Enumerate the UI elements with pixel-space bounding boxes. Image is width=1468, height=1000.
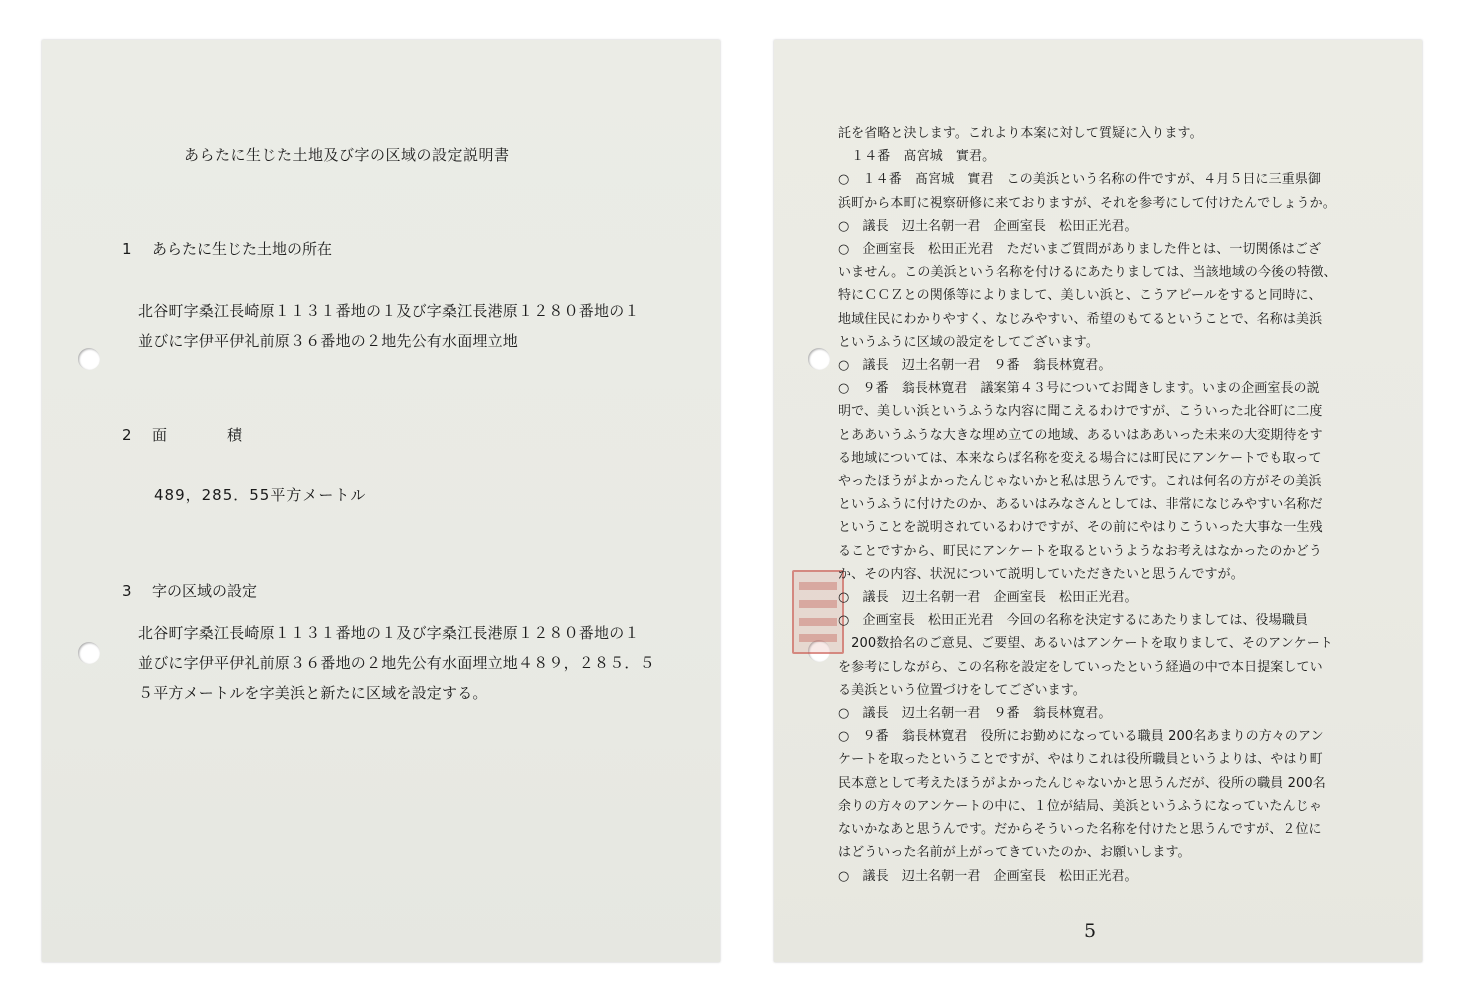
section-3-heading [122,580,257,601]
punch-hole [808,348,830,370]
minutes-line: ないかなあと思うんです。だからそういった名称を付けたと思うんですが、２位に [838,822,1322,838]
page-number: 5 [1084,920,1097,942]
section-1-body [138,296,686,356]
minutes-line: 200数拾名のご意見、ご要望、あるいはアンケートを取りまして、そのアンケート [838,636,1333,652]
punch-hole [78,642,100,664]
minutes-line: ○ 議長 辺土名朝一君 企画室長 松田正光君。 [838,590,1138,606]
minutes-line: 余りの方々のアンケートの中に、１位が結局、美浜というふうになっていたんじゃ [838,798,1322,814]
left-page [42,40,720,962]
minutes-line: いません。この美浜という名称を付けるにあたりましては、当該地域の今後の特徴、 [838,265,1337,281]
minutes-line: ることですから、町民にアンケートを取るというようなお考えはなかったのかどう [838,543,1322,559]
minutes-line: る美浜という位置づけをしてございます。 [838,682,1086,698]
minutes-line: ○ 議長 辺土名朝一君 企画室長 松田正光君。 [838,218,1138,234]
body-line: 北谷町字桑江長崎原１１３１番地の１及び字桑江長港原１２８０番地の１ [138,302,640,320]
minutes-line: ○ １４番 髙宮城 實君 この美浜という名称の件ですが、４月５日に三重県御 [838,172,1322,188]
minutes-line: ケートを取ったということですが、やはりこれは役所職員というよりは、やはり町 [838,752,1323,768]
minutes-line: か、その内容、状況について説明していただきたいと思うんですが。 [838,566,1244,582]
area-value: 489，285．55平方メートル [154,486,367,504]
body-line: ５平方メートルを字美浜と新たに区域を設定する。 [138,684,488,702]
section-number: 1 [122,240,132,258]
section-title: あらたに生じた土地の所在 [152,240,333,258]
section-number: 3 [122,582,132,600]
section-3-body [138,618,686,708]
minutes-line: はどういった名前が上がってきていたのか、お願いします。 [838,845,1191,861]
minutes-line: というふうに区域の設定をしてございます。 [838,334,1099,350]
body-line: 並びに字伊平伊礼前原３６番地の２地先公有水面埋立地 [138,332,519,350]
minutes-line: 地域住民にわかりやすく、なじみやすい、希望のもてるということで、名称は美浜 [838,311,1323,327]
body-line: 並びに字伊平伊礼前原３６番地の２地先公有水面埋立地４８９，２８５．５ [138,654,655,672]
section-title: 字の区域の設定 [152,582,258,600]
punch-hole [78,348,100,370]
body-line: 北谷町字桑江長崎原１１３１番地の１及び字桑江長港原１２８０番地の１ [138,624,640,642]
red-seal-stamp [792,570,844,654]
minutes-line: 明で、美しい浜というふうな内容に聞こえるわけですが、こういった北谷町に二度 [838,404,1323,420]
minutes-line: とああいうふうな大きな埋め立ての地域、あるいはああいった未来の大変期待をす [838,427,1323,443]
minutes-line: ○ 議長 辺土名朝一君 ９番 翁長林寛君。 [838,706,1112,722]
minutes-line: ○ 議長 辺土名朝一君 ９番 翁長林寛君。 [838,358,1112,374]
minutes-line: 民本意として考えたほうがよかったんじゃないかと思うんだが、役所の職員 200名 [838,775,1326,791]
minutes-line: る地域については、本来ならば名称を変える場合には町民にアンケートでも取って [838,450,1322,466]
minutes-line: やったほうがよかったんじゃないかと私は思うんです。これは何名の方がその美浜 [838,474,1322,490]
minutes-line: ○ 企画室長 松田正光君 今回の名称を決定するにあたりましては、役場職員 [838,613,1308,629]
minutes-line: というふうに付けたのか、あるいはみなさんとしては、非常になじみやすい名称だ [838,497,1323,513]
minutes-line: 浜町から本町に視察研修に来ておりますが、それを参考にして付けたんでしょうか。 [838,195,1336,211]
section-2-heading [122,424,242,445]
minutes-line: ○ ９番 翁長林寛君 議案第４３号についてお聞きします。いまの企画室長の説 [838,381,1320,397]
minutes-line: ということを説明されているわけですが、その前にやはりこういった大事な一生残 [838,520,1323,536]
minutes-line: 託を省略と決します。これより本案に対して質疑に入ります。 [838,126,1203,141]
minutes-line: ○ 議長 辺土名朝一君 企画室長 松田正光君。 [838,868,1138,884]
minutes-line: ○ ９番 翁長林寛君 役所にお勤めになっている職員 200名あまりの方々のアン [838,729,1324,745]
minutes-line: ○ 企画室長 松田正光君 ただいまご質問がありました件とは、一切関係はござ [838,242,1322,258]
section-1-heading [122,238,332,259]
minutes-line: １４番 髙宮城 實君。 [838,149,996,165]
section-title: 面 積 [152,426,243,444]
minutes-text [838,122,1378,888]
right-page [774,40,1422,962]
document-title: あらたに生じた土地及び字の区域の設定説明書 [184,146,510,164]
minutes-line: を参考にしながら、この名称を設定をしていったという経過の中で本日提案してい [838,659,1323,675]
minutes-line: 特にＣＣＺとの関係等によりまして、美しい浜と、こうアピールをすると同時に、 [838,288,1322,304]
section-number: 2 [122,426,132,444]
